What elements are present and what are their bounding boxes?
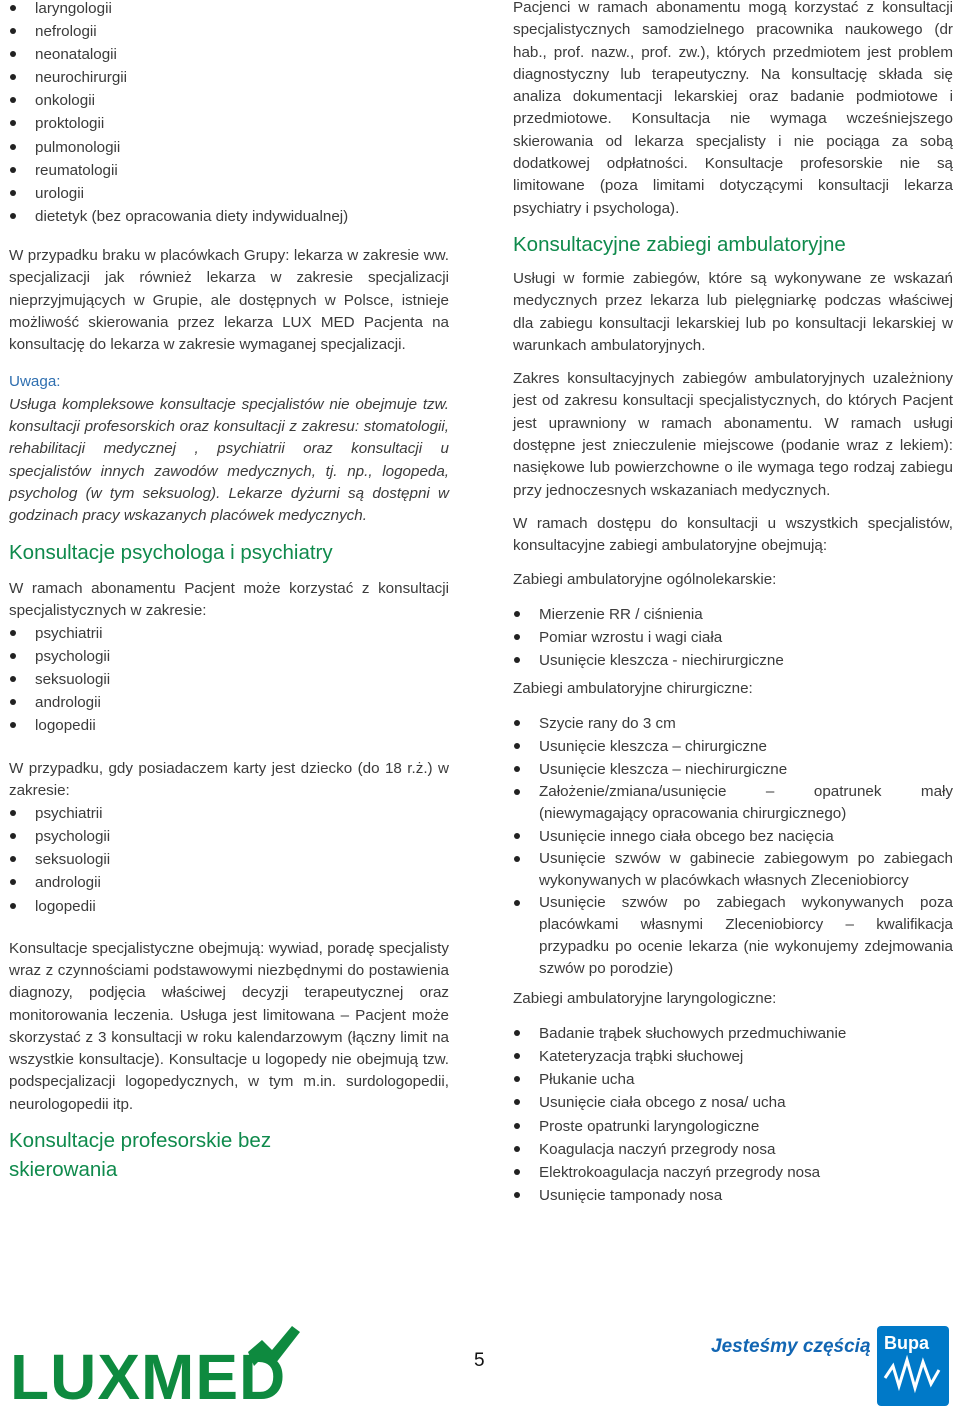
bullet-icon — [10, 51, 16, 57]
bullet-icon — [514, 1030, 520, 1036]
bullet-icon — [514, 634, 520, 640]
bullet-icon — [10, 630, 16, 636]
left-column — [9, 0, 449, 1184]
bupa-wave-icon — [877, 1326, 949, 1406]
list-item: psychiatrii — [9, 802, 449, 825]
bullet-icon — [10, 653, 16, 659]
bullet-icon — [10, 722, 16, 728]
list-item: laryngologii — [9, 0, 449, 20]
list-item: seksuologii — [9, 668, 449, 691]
list-item: onkologii — [9, 89, 449, 112]
luxmed-logo — [10, 1312, 300, 1412]
list-item: psychiatrii — [9, 622, 449, 645]
list-item: urologii — [9, 182, 449, 205]
list-item: Założenie/zmiana/usunięcie – opatrunek mały (niewymagający opracowania chirurgicznego) — [513, 781, 953, 825]
subheading-general: Zabiegi ambulatoryjne ogólnolekarskie: — [513, 570, 777, 588]
bullet-icon — [514, 657, 520, 663]
list-item: psychologii — [9, 825, 449, 848]
note-label: Uwaga: — [9, 373, 61, 391]
bullet-icon — [10, 856, 16, 862]
list-item: Usunięcie kleszcza – chirurgiczne — [513, 735, 953, 758]
list-item: Badanie trąbek słuchowych przedmuchiwanie — [513, 1022, 953, 1045]
bullet-icon — [514, 720, 520, 726]
psychology-intro: W ramach abonamentu Pacjent może korzystać z konsultacji specjalistycznych w zakresie: — [9, 579, 449, 619]
section-heading-psychology: Konsultacje psychologa i psychiatry — [9, 540, 333, 564]
bullet-icon — [514, 789, 520, 795]
consultation-scope-paragraph: Konsultacje specjalistyczne obejmują: wywiad, poradę specjalisty wraz z czynnościami podstawowymi niezbędnymi do postawienia diagnozy, podjęcia właściwej decyzji terapeutycznej oraz monitorowania leczenia. Usługa jest limitowana – Pacjent może skorzystać z 3 konsultacji w roku kalendarzowym (łączny limit na wszystkie konsultacje). Konsultacje u logopedy nie obejmują tzw. podspecjalizacji logopedycznych, w tym m.in. surdologopedii, neurologopedii itp. — [9, 939, 449, 1113]
list-item: pulmonologii — [9, 136, 449, 159]
psychology-list — [9, 622, 449, 737]
bullet-icon — [10, 810, 16, 816]
bullet-icon — [514, 743, 520, 749]
list-item: Usunięcie kleszcza – niechirurgiczne — [513, 758, 953, 781]
bupa-wordmark: Bupa — [884, 1333, 929, 1353]
list-item: Elektrokoagulacja naczyń przegrody nosa — [513, 1161, 953, 1184]
bullet-icon — [514, 1169, 520, 1175]
professor-paragraph: Pacjenci w ramach abonamentu mogą korzystać z konsultacji specjalistycznych samodzielnego pracownika naukowego (dr hab., prof. nazw., prof. zw.), których przedmiotem jest problem diagnostyczny lub terapeutyczny. Na konsultację składa się analiza dokumentacji lekarskiej oraz badanie podmiotowe i przedmiotowe. Konsultacja nie wymaga wcześniejszego skierowania od lekarza specjalisty i nie pociąga za sobą dodatkowej odpłatności. Konsultacje profesorskie nie są limitowane (poza limitami dotyczącymi konsultacji lekarza psychiatry i psychologa). — [513, 0, 953, 217]
page-number: 5 — [474, 1350, 485, 1371]
bullet-icon — [514, 1076, 520, 1082]
bullet-icon — [514, 1146, 520, 1152]
bullet-icon — [10, 5, 16, 11]
list-item: seksuologii — [9, 848, 449, 871]
bullet-icon — [10, 213, 16, 219]
list-item: Usunięcie szwów po zabiegach wykonywanych poza placówkami własnymi Zleceniobiorcy – kwalifikacja przypadku po ocenie lekarza (nie wykonujemy zdejmowania szwów po porodzie) — [513, 892, 953, 980]
list-item: Usunięcie innego ciała obcego bez nacięcia — [513, 825, 953, 848]
bullet-icon — [514, 1099, 520, 1105]
ambulatory-intro: Usługi w formie zabiegów, które są wykonywane ze wskazań medycznych przez lekarza lub pielęgniarkę podczas właściwej dla zabiegu konsultacji lekarskiej lub po konsultacji lekarskiej w warunkach ambulatoryjnych. — [513, 269, 953, 354]
bullet-icon — [10, 144, 16, 150]
subheading-laryngological: Zabiegi ambulatoryjne laryngologiczne: — [513, 990, 777, 1008]
bupa-logo — [877, 1326, 949, 1406]
list-item: Usunięcie tamponady nosa — [513, 1184, 953, 1207]
laryngological-procedures-list — [513, 1022, 953, 1207]
bullet-icon — [514, 1192, 520, 1198]
list-item: Kateteryzacja trąbki słuchowej — [513, 1045, 953, 1068]
bullet-icon — [514, 1053, 520, 1059]
list-item: dietetyk (bez opracowania diety indywidualnej) — [9, 205, 449, 228]
surgical-procedures-list — [513, 712, 953, 980]
list-item: andrologii — [9, 691, 449, 714]
general-procedures-list — [513, 603, 953, 672]
note-text: Usługa kompleksowe konsultacje specjalistów nie obejmuje tzw. konsultacji profesorskich oraz konsultacji z zakresu: stomatologii, rehabilitacji medycznej , psychiatrii oraz konsultacji u specjalistów innych zawodów medycznych, tj. np., logopeda, psycholog (w tym seksuolog). Lekarze dyżurni są dostępni w godzinach pracy wskazanych placówek medycznych. — [9, 395, 449, 525]
page-footer — [0, 1300, 960, 1414]
bullet-icon — [514, 833, 520, 839]
bullet-icon — [10, 97, 16, 103]
bullet-icon — [10, 74, 16, 80]
list-item: Mierzenie RR / ciśnienia — [513, 603, 953, 626]
ambulatory-scope: Zakres konsultacyjnych zabiegów ambulatoryjnych uzależniony jest od zakresu konsultacji specjalistycznych, do których Pacjent jest uprawniony w ramach abonamentu. W ramach usługi dostępne jest znieczulenie miejscowe (podanie wraz z lekiem): nasiękowe lub powierzchowne o ile wymaga tego rodzaj zabiegu przy jednoczesnych wskazaniach medycznych. — [513, 370, 953, 499]
bullet-icon — [514, 900, 520, 906]
bullet-icon — [10, 28, 16, 34]
list-item: proktologii — [9, 112, 449, 135]
list-item: logopedii — [9, 714, 449, 737]
list-item: andrologii — [9, 871, 449, 894]
child-intro: W przypadku, gdy posiadaczem karty jest dziecko (do 18 r.ż.) w zakresie: — [9, 759, 449, 799]
list-item: Usunięcie szwów w gabinecie zabiegowym po zabiegach wykonywanych w placówkach własnych Zleceniobiorcy — [513, 848, 953, 892]
list-item: Szycie rany do 3 cm — [513, 712, 953, 735]
luxmed-wordmark: LUXMED — [10, 1341, 287, 1413]
bullet-icon — [10, 676, 16, 682]
list-item: Płukanie ucha — [513, 1068, 953, 1091]
right-column — [513, 0, 953, 1207]
list-item: logopedii — [9, 895, 449, 918]
slogan: Jesteśmy częścią — [711, 1336, 871, 1357]
list-item: Koagulacja naczyń przegrody nosa — [513, 1138, 953, 1161]
bullet-icon — [10, 903, 16, 909]
bullet-icon — [514, 766, 520, 772]
bullet-icon — [10, 833, 16, 839]
specialty-list — [9, 0, 449, 228]
list-item: nefrologii — [9, 20, 449, 43]
bullet-icon — [514, 1123, 520, 1129]
subheading-surgical: Zabiegi ambulatoryjne chirurgiczne: — [513, 679, 753, 697]
bullet-icon — [10, 120, 16, 126]
list-item: Proste opatrunki laryngologiczne — [513, 1115, 953, 1138]
list-item: psychologii — [9, 645, 449, 668]
list-item: reumatologii — [9, 159, 449, 182]
list-item: neurochirurgii — [9, 66, 449, 89]
list-item: Usunięcie ciała obcego z nosa/ ucha — [513, 1091, 953, 1114]
list-item: Usunięcie kleszcza - niechirurgiczne — [513, 649, 953, 672]
section-heading-professor: Konsultacje profesorskie bez skierowania — [9, 1129, 272, 1181]
bullet-icon — [10, 879, 16, 885]
bullet-icon — [10, 167, 16, 173]
child-list — [9, 802, 449, 917]
list-item: Pomiar wzrostu i wagi ciała — [513, 626, 953, 649]
bullet-icon — [514, 611, 520, 617]
section-heading-ambulatory: Konsultacyjne zabiegi ambulatoryjne — [513, 232, 846, 256]
referral-paragraph: W przypadku braku w placówkach Grupy: lekarza w zakresie ww. specjalizacji jak również lekarza w zakresie specjalizacji nieprzyjmujących w Grupie, ale dostępnych w Polsce, istnieje możliwość skierowania przez lekarza LUX MED Pacjenta na konsultację do lekarza w zakresie wymaganej specjalizacji. — [9, 246, 449, 354]
ambulatory-access: W ramach dostępu do konsultacji u wszystkich specjalistów, konsultacyjne zabiegi ambulatoryjne obejmują: — [513, 514, 953, 555]
bullet-icon — [514, 856, 520, 862]
bullet-icon — [10, 699, 16, 705]
list-item: neonatalogii — [9, 43, 449, 66]
bullet-icon — [10, 190, 16, 196]
